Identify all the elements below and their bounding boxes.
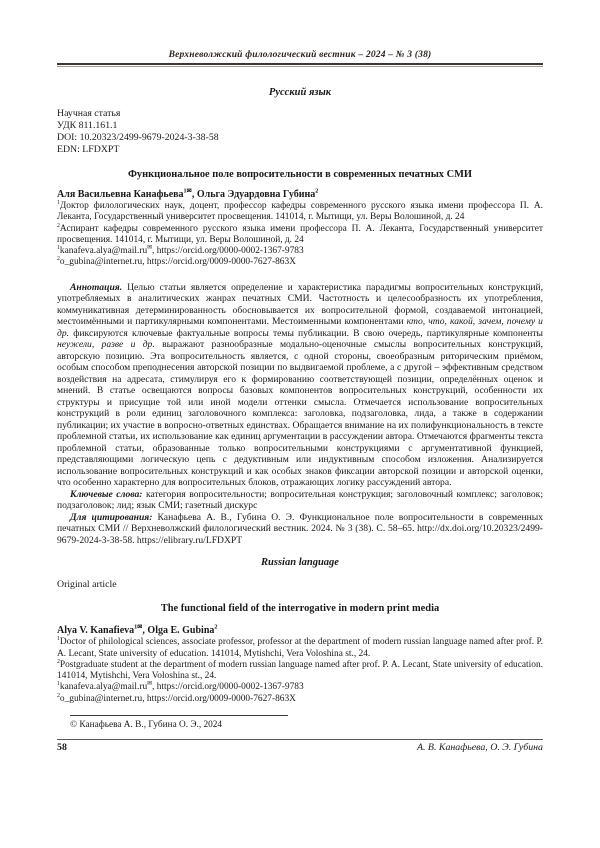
author-email-2-en: $^2$o_gubina@internet.ru, https://orcid.org/0009-0000-7627-863X [57,692,296,704]
udk-line: УДК 811.161.1 [57,120,118,131]
doi-line: DOI: 10.20323/2499-9679-2024-3-38-58 [57,132,219,143]
article-title-ru: Функциональное поле вопросительности в современных печатных СМИ [128,169,472,180]
affiliation-1-en: $^1$Doctor of philological sciences, associate professor, professor at the department of modern russian language named after prof. P. A. Lecant, State university of education. 141014, Mytishchi, Vera Voloshina st., 24. [57,636,543,659]
article-title-en: The functional field of the interrogative in modern print media [160,603,440,615]
header-rule [57,63,543,67]
language-heading-ru: Русский язык [268,87,332,98]
authors-line-ru: Аля Васильевна Канафьева$^{1✉}$, Ольга Эдуардовна Губина$^2$ [57,187,319,200]
abstract-paragraph: Аннотация. Целью статьи является определение и характеристика парадигмы вопросительных конструкций, употребляемых в аналитических жанрах печатных СМИ. Частотность и целесообразность их употребления, коммуникативная детерминированность обосновывается их вопросительной формой, создаваемой интонацией, местоимёнными и партикулярными компонентами. Местоименными компонентами кто, что, какой, зачем, почему и др. фиксируются ключевые фактуальные вопросы темы публикации. В свою очередь, партикулярные компоненты неужели, разве и др. выражают разнообразные модально-оценочные смыслы вопросительных конструкций, авторскую позицию. Эта вопросительность является, с одной стороны, своеобразным риторическим приёмом, особым способом преподнесения авторской позиции по выдвигаемой проблеме, а с другой – эффективным средством воздействия на адресата, стимулируя его к формированию соответствующей позиции, определённых оценок и мнений. В статье освещаются вопросы базовых компонентов вопросительных конструкций, особенности их структуры и присущие той или иной модели оттенки смысла. Отмечается использование вопросительных конструкций в роли единиц заголовочного комплекса: заголовка, подзаголовка, лида, а также в содержании публикации; их участие в вопросно-ответных единствах. Обращается внимание на их полифункциональность в тексте проблемной статьи, их использование как единиц аргументации в рассуждении автора. Отмечаются фрагменты текста проблемной статьи, образованные только вопросительными конструкциями с аргументативной функцией, представляющими логическую цепь с дедуктивным или индуктивным способом изложения. Анализируется использование вопросительных конструкций и как особых знаков фиксации авторской позиции и авторской оценки, что особенно характерно для вопросительных блоков, отражающих логику рассуждений автора. [57,281,543,489]
affiliation-2-ru: $^2$Аспирант кафедры современного русского языка имени профессора П. А. Леканта, Государственный университет просвещения. 141014, г. Мытищи, ул. Веры Волошиной, д. 24 [57,222,543,245]
page-number: 58 [57,742,67,754]
article-meta [57,108,543,156]
affiliation-2-en: $^2$Postgraduate student at the department of modern russian language named after prof. P. A. Lecant, State university of education. 141014, Mytishchi, Vera Voloshina st., 24. [57,658,543,682]
page-footer [57,742,543,753]
article-type-en: Original article [57,579,117,591]
authors-line-en: Alya V. Kanafieva$^{1✉}$, Olga E. Gubina$^2$ [57,623,218,637]
author-email-1-ru: $^1$kanafeva.alya@mail.ru✉, https://orcid.org/0000-0002-1367-9783 [57,245,304,257]
copyright-line: © Канафьева А. В., Губина О. Э., 2024 [70,720,223,731]
citation-paragraph: Для цитирования: Канафьева А. В., Губина О. Э. Функциональное поле вопросительности в современных печатных СМИ // Верхневолжский филологический вестник. 2024. № 3 (38). С. 58–65. http://dx.doi.org/10.20323/2499-9679-2024-3-38-58. https://elibrary.ru/LFDXPT [57,511,543,546]
keywords-paragraph: Ключевые слова: категория вопросительности; вопросительная конструкция; заголовочный комплекс; заголовок; подзаголовок; лид; язык СМИ; газетный дискурс [57,488,543,512]
running-head-journal-line: Верхневолжский филологический вестник – 2024 – № 3 (38) [168,50,432,60]
author-email-2-ru: $^2$o_gubina@internet.ru, https://orcid.org/0009-0000-7627-863X [57,256,296,268]
edn-line: EDN: LFDXPT [57,144,120,155]
language-heading-en: Russian language [261,557,339,569]
author-email-1-en: $^1$kanafeva.alya@mail.ru✉, https://orcid.org/0000-0002-1367-9783 [57,681,304,693]
article-type-ru: Научная статья [57,108,121,119]
affiliation-1-ru: $^1$Доктор филологических наук, доцент, профессор кафедры современного русского языка имени профессора П. А. Леканта, Государственный университет просвещения. 141014, г. Мытищи, ул. Веры Волошиной, д. 24 [57,199,543,223]
footer-rule [57,739,543,740]
running-authors: А. В. Канафьева, О. Э. Губина [416,742,543,754]
footnote-separator [70,715,288,716]
